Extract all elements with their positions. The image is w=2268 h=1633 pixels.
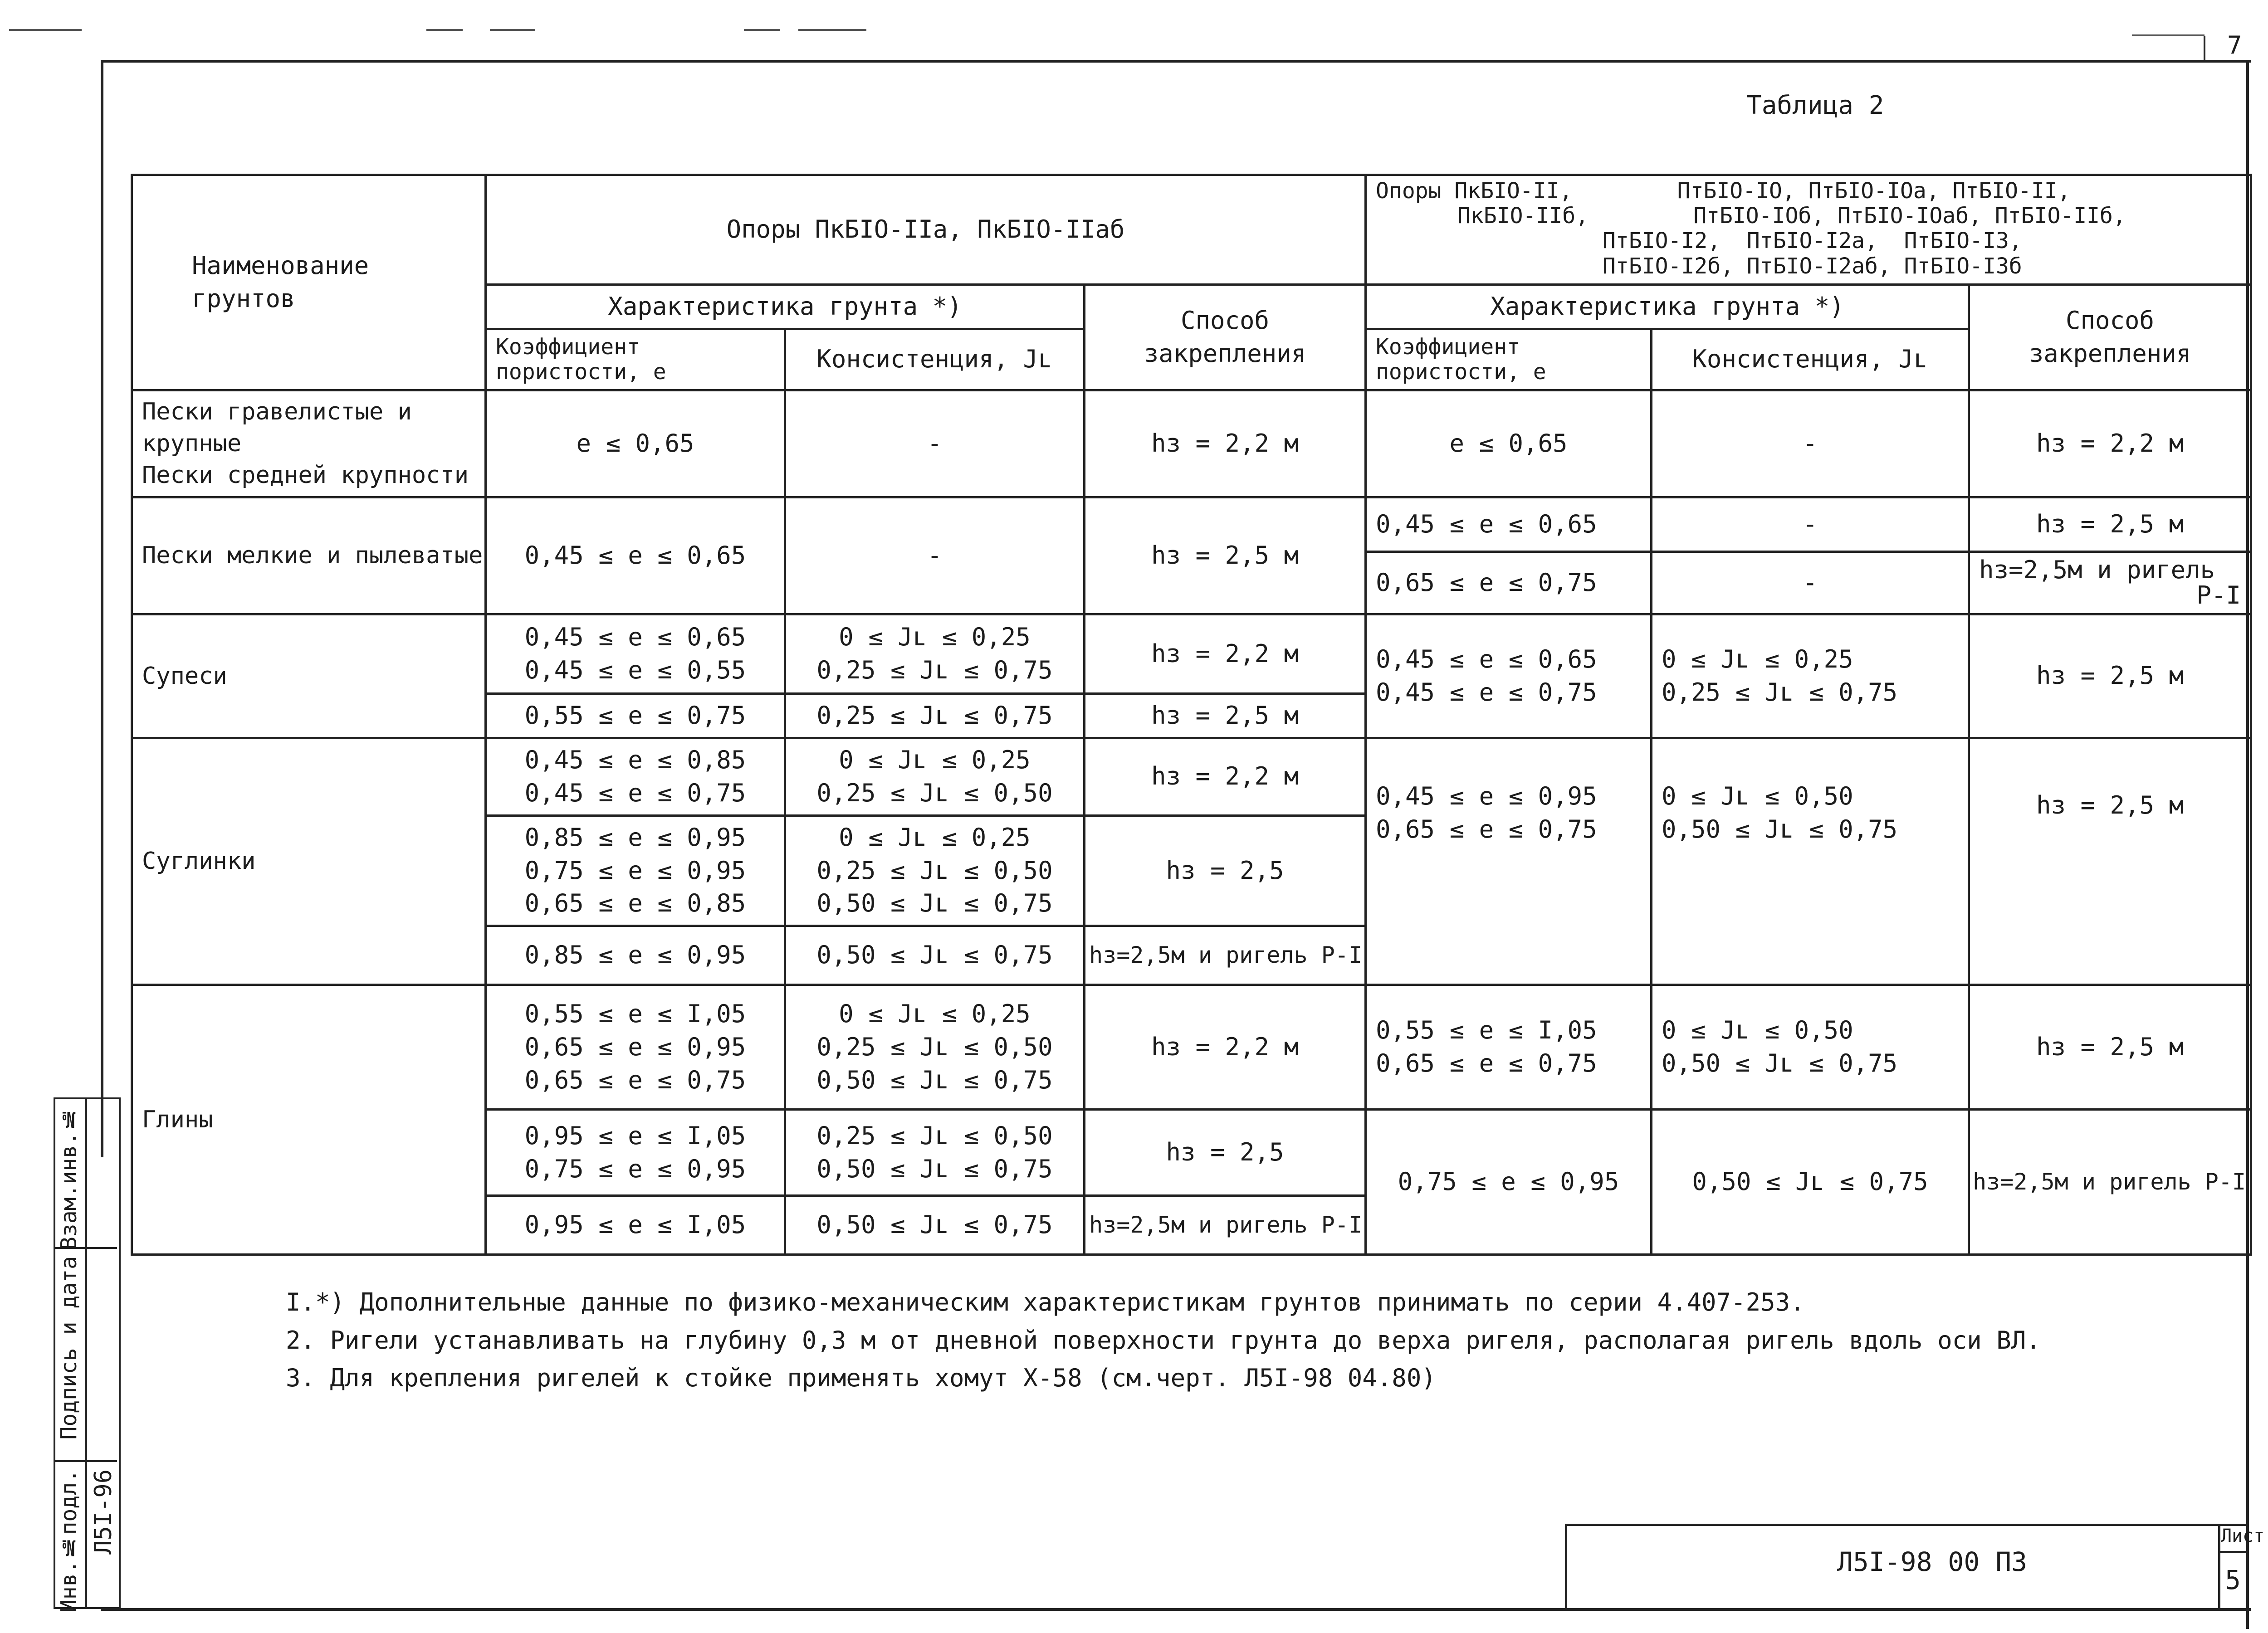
notes <box>286 1283 2041 1397</box>
inv-value: Л5I-96 <box>90 1469 117 1555</box>
loam-consistency-2: 0 ≤ Jʟ ≤ 0,50 0,50 ≤ Jʟ ≤ 0,75 <box>1652 738 1969 985</box>
frame-top <box>101 60 2251 63</box>
note-2: 2. Ригели устанавливать на глубину 0,3 м от дневной поверхности грунта до верха ригеля, располагая ригель вдоль оси ВЛ. <box>286 1326 2041 1355</box>
vzam-label: Взам.инв.№ <box>56 1107 82 1250</box>
loam-consistency-a: 0 ≤ Jʟ ≤ 0,25 0,25 ≤ Jʟ ≤ 0,50 <box>785 738 1085 815</box>
fine-porosity-2a: 0,45 ≤ e ≤ 0,65 <box>1366 497 1652 551</box>
soil-table <box>131 174 2252 1256</box>
clay-consistency-2b: 0,50 ≤ Jʟ ≤ 0,75 <box>1652 1110 1969 1255</box>
gravel-method-1: hз = 2,2 м <box>1085 390 1366 497</box>
loam-consistency-c: 0,50 ≤ Jʟ ≤ 0,75 <box>785 926 1085 985</box>
gravel-consistency-2: - <box>1652 390 1969 497</box>
doc-code: Л5I-98 00 ПЗ <box>1837 1546 2028 1577</box>
clay-consistency-c: 0,50 ≤ Jʟ ≤ 0,75 <box>785 1196 1085 1255</box>
header-group2 <box>1366 175 2251 285</box>
clay-method-c: hз=2,5м и ригель Р-I <box>1085 1196 1366 1255</box>
loam-porosity-b: 0,85 ≤ e ≤ 0,95 0,75 ≤ e ≤ 0,95 0,65 ≤ e ≤ 0,85 <box>486 815 785 926</box>
loam-method-a: hз = 2,2 м <box>1085 738 1366 815</box>
note-1: I.*) Дополнительные данные по физико-механическим характеристикам грунтов принимать по серии 4.407-253. <box>286 1288 1805 1316</box>
gravel-porosity-2: e ≤ 0,65 <box>1366 390 1652 497</box>
fine-consistency-2a: - <box>1652 497 1969 551</box>
loam-consistency-b: 0 ≤ Jʟ ≤ 0,25 0,25 ≤ Jʟ ≤ 0,50 0,50 ≤ Jʟ ≤ 0,75 <box>785 815 1085 926</box>
loam-porosity-c: 0,85 ≤ e ≤ 0,95 <box>486 926 785 985</box>
soil-fine-sands: Пески мелкие и пылеватые <box>132 497 486 614</box>
sandy-loam-method-a: hз = 2,2 м <box>1085 614 1366 693</box>
group2-line: ПтБIO-I2б, ПтБIO-I2aб, ПтБIO-I3б <box>1603 253 2022 279</box>
loam-porosity-a: 0,45 ≤ e ≤ 0,85 0,45 ≤ e ≤ 0,75 <box>486 738 785 815</box>
sandy-loam-consistency-b: 0,25 ≤ Jʟ ≤ 0,75 <box>785 693 1085 738</box>
header-consistency-1: Консистенция, Jʟ <box>785 329 1085 390</box>
clay-method-a: hз = 2,2 м <box>1085 985 1366 1110</box>
sheet-number: 5 <box>2225 1565 2241 1595</box>
fine-method-2a: hз = 2,5 м <box>1969 497 2251 551</box>
fine-method-2b: hз=2,5м и ригель Р-I <box>1969 551 2251 614</box>
header-method-2: Способ закрепления <box>1969 284 2251 390</box>
clay-porosity-a: 0,55 ≤ e ≤ I,05 0,65 ≤ e ≤ 0,95 0,65 ≤ e ≤ 0,75 <box>486 985 785 1110</box>
header-group1: Опоры ПкБIO-IIa, ПкБIO-IIaб <box>486 175 1366 285</box>
inv-label: Инв.№подл. <box>56 1469 82 1613</box>
gravel-porosity-1: e ≤ 0,65 <box>486 390 785 497</box>
gravel-consistency-1: - <box>785 390 1085 497</box>
group2-line: Опоры ПкБIO-II, ПтБIO-IO, ПтБIO-IOa, ПтБIO-II, <box>1376 178 2071 204</box>
clay-method-b: hз = 2,5 <box>1085 1110 1366 1196</box>
fine-consistency-1: - <box>785 497 1085 614</box>
group2-line: ПтБIO-I2, ПтБIO-I2a, ПтБIO-I3, <box>1603 228 2022 254</box>
clay-porosity-2a: 0,55 ≤ e ≤ I,05 0,65 ≤ e ≤ 0,75 <box>1366 985 1652 1110</box>
sign-label: Подпись и дата <box>56 1256 82 1440</box>
gravel-method-2: hз = 2,2 м <box>1969 390 2251 497</box>
loam-method-2: hз = 2,5 м <box>1969 738 2251 985</box>
clay-consistency-a: 0 ≤ Jʟ ≤ 0,25 0,25 ≤ Jʟ ≤ 0,50 0,50 ≤ Jʟ ≤ 0,75 <box>785 985 1085 1110</box>
loam-method-c: hз=2,5м и ригель Р-I <box>1085 926 1366 985</box>
sandy-loam-consistency-a: 0 ≤ Jʟ ≤ 0,25 0,25 ≤ Jʟ ≤ 0,75 <box>785 614 1085 693</box>
header-soil-char-1: Характеристика грунта *) <box>486 284 1085 329</box>
sheet-label: Лист <box>2221 1526 2265 1546</box>
frame-bottom <box>101 1608 2251 1611</box>
fine-consistency-2b: - <box>1652 551 1969 614</box>
header-consistency-2: Консистенция, Jʟ <box>1652 329 1969 390</box>
sandy-loam-porosity-b: 0,55 ≤ e ≤ 0,75 <box>486 693 785 738</box>
sandy-loam-method-2: hз = 2,5 м <box>1969 614 2251 738</box>
loam-porosity-2: 0,45 ≤ e ≤ 0,95 0,65 ≤ e ≤ 0,75 <box>1366 738 1652 985</box>
header-porosity-2: Коэффициент пористости, e <box>1366 329 1652 390</box>
loam-method-b: hз = 2,5 <box>1085 815 1366 926</box>
soil-clay: Глины <box>132 985 486 1255</box>
frame-left <box>101 60 103 1157</box>
fine-porosity-2b: 0,65 ≤ e ≤ 0,75 <box>1366 551 1652 614</box>
sandy-loam-consistency-2: 0 ≤ Jʟ ≤ 0,25 0,25 ≤ Jʟ ≤ 0,75 <box>1652 614 1969 738</box>
sandy-loam-porosity-2: 0,45 ≤ e ≤ 0,65 0,45 ≤ e ≤ 0,75 <box>1366 614 1652 738</box>
clay-consistency-2a: 0 ≤ Jʟ ≤ 0,50 0,50 ≤ Jʟ ≤ 0,75 <box>1652 985 1969 1110</box>
sandy-loam-porosity-a: 0,45 ≤ e ≤ 0,65 0,45 ≤ e ≤ 0,55 <box>486 614 785 693</box>
header-method-1: Способ закрепления <box>1085 284 1366 390</box>
soil-gravel-sands: Пески гравелистые и крупные Пески средней крупности <box>132 390 486 497</box>
clay-porosity-b: 0,95 ≤ e ≤ I,05 0,75 ≤ e ≤ 0,95 <box>486 1110 785 1196</box>
header-porosity-1: Коэффициент пористости, e <box>486 329 785 390</box>
clay-porosity-c: 0,95 ≤ e ≤ I,05 <box>486 1196 785 1255</box>
sandy-loam-method-b: hз = 2,5 м <box>1085 693 1366 738</box>
fine-method-1: hз = 2,5 м <box>1085 497 1366 614</box>
fine-porosity-1: 0,45 ≤ e ≤ 0,65 <box>486 497 785 614</box>
soil-loam: Суглинки <box>132 738 486 985</box>
table-label: Таблица 2 <box>1746 91 1884 120</box>
clay-method-2a: hз = 2,5 м <box>1969 985 2251 1110</box>
clay-porosity-2b: 0,75 ≤ e ≤ 0,95 <box>1366 1110 1652 1255</box>
soil-sandy-loam: Супеси <box>132 614 486 738</box>
group2-line: ПкБIO-IIб, ПтБIO-IOб, ПтБIO-IOaб, ПтБIO-IIб, <box>1457 203 2126 229</box>
note-3: 3. Для крепления ригелей к стойке применять хомут Х-58 (см.черт. Л5I-98 04.80) <box>286 1364 1436 1393</box>
header-soil-name: Наименование грунтов <box>132 175 486 390</box>
clay-method-2b: hз=2,5м и ригель Р-I <box>1969 1110 2251 1255</box>
header-soil-char-2: Характеристика грунта *) <box>1366 284 1969 329</box>
corner-number: 7 <box>2227 31 2242 59</box>
clay-consistency-b: 0,25 ≤ Jʟ ≤ 0,50 0,50 ≤ Jʟ ≤ 0,75 <box>785 1110 1085 1196</box>
